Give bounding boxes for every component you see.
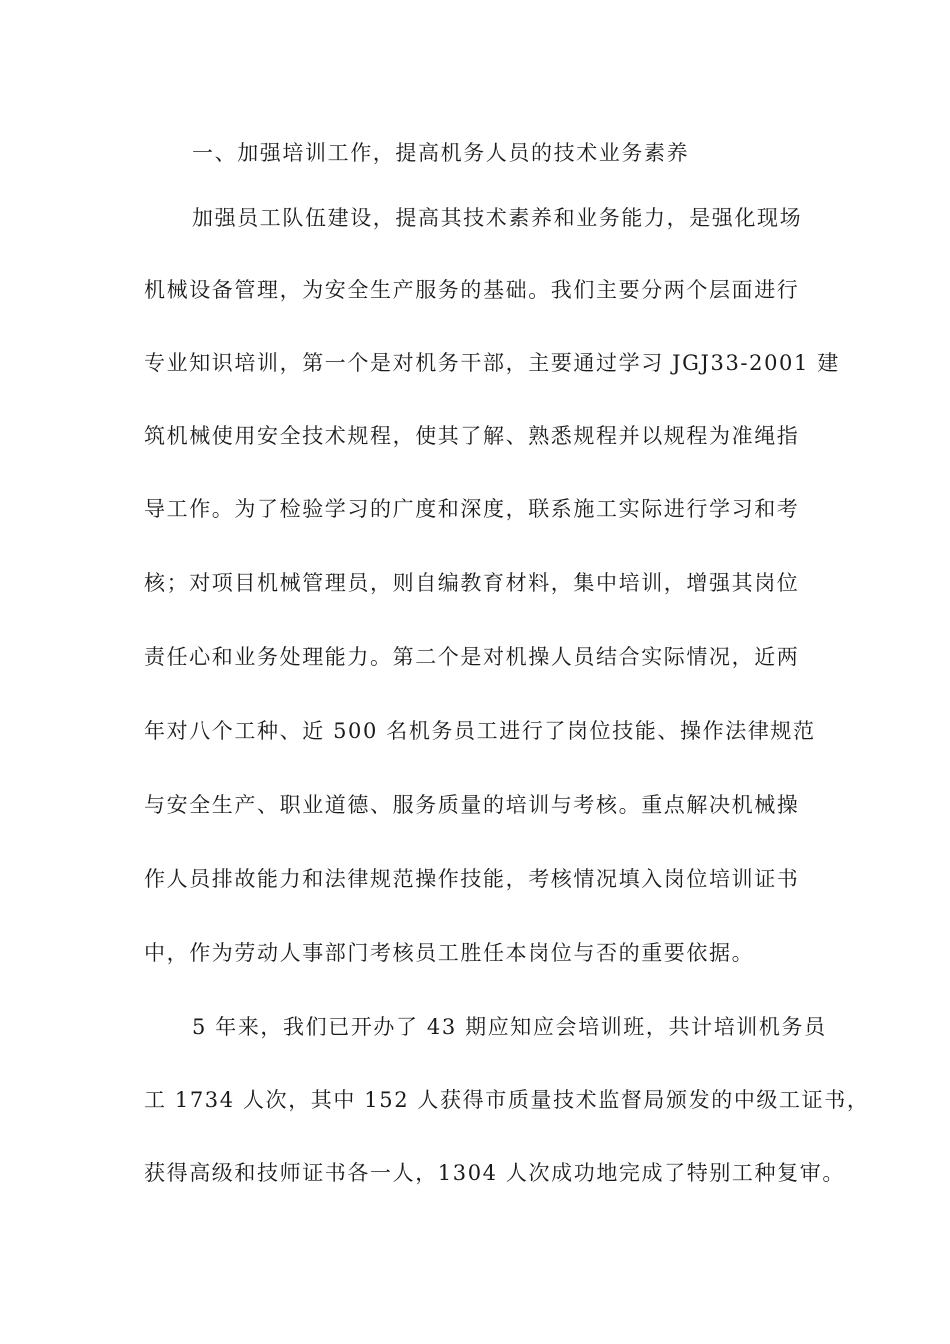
paragraph-2-line-3: 获得高级和技师证书各一人，1304 人次成功地完成了特别工种复审。 (144, 1161, 845, 1185)
paragraph-1-line-5: 导工作。为了检验学习的广度和深度，联系施工实际进行学习和考 (144, 497, 800, 521)
paragraph-2-line-2: 工 1734 人次，其中 152 人获得市质量技术监督局颁发的中级工证书， (144, 1088, 870, 1112)
paragraph-1-line-11: 中，作为劳动人事部门考核员工胜任本岗位与否的重要依据。 (144, 941, 755, 965)
paragraph-1-line-3: 专业知识培训，第一个是对机务干部，主要通过学习 JGJ33-2001 建 (144, 351, 840, 375)
paragraph-1-line-2: 机械设备管理，为安全生产服务的基础。我们主要分两个层面进行 (144, 278, 800, 302)
paragraph-1-line-8: 年对八个工种、近 500 名机务员工进行了岗位技能、操作法律规范 (144, 719, 816, 743)
paragraph-1-line-1: 加强员工队伍建设，提高其技术素养和业务能力，是强化现场 (192, 206, 803, 230)
paragraph-1-line-7: 责任心和业务处理能力。第二个是对机操人员结合实际情况，近两 (144, 645, 800, 669)
paragraph-1-line-4: 筑机械使用安全技术规程，使其了解、熟悉规程并以规程为准绳指 (144, 424, 800, 448)
paragraph-1-line-9: 与安全生产、职业道德、服务质量的培训与考核。重点解决机械操 (144, 793, 800, 817)
paragraph-2-line-1: 5 年来，我们已开办了 43 期应知应会培训班，共计培训机务员 (192, 1015, 827, 1039)
section-heading: 一、加强培训工作，提高机务人员的技术业务素养 (192, 141, 690, 165)
paragraph-1-line-10: 作人员排故能力和法律规范操作技能，考核情况填入岗位培训证书 (144, 867, 800, 891)
paragraph-1-line-6: 核；对项目机械管理员，则自编教育材料，集中培训，增强其岗位 (144, 571, 800, 595)
